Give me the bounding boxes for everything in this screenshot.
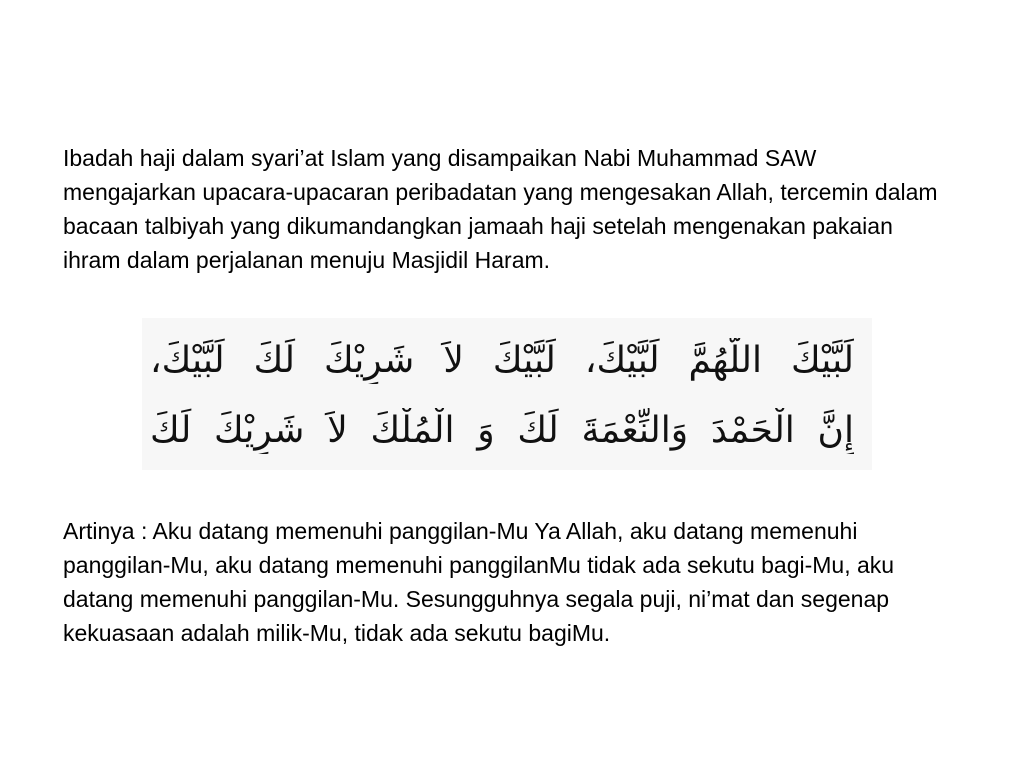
arabic-line-2: إِنَّ الْحَمْدَ وَالنِّعْمَةَ لَكَ وَ الْمُلْكَ لاَ شَرِيْكَ لَكَ xyxy=(150,410,854,451)
arabic-line-1: لَبَّيْكَ اللَّهُمَّ لَبَّيْكَ، لَبَّيْكَ لاَ شَرِيْكَ لَكَ لَبَّيْكَ، xyxy=(150,340,854,381)
intro-paragraph: Ibadah haji dalam syari’at Islam yang disampaikan Nabi Muhammad SAW mengajarkan upacara-upacaran peribadatan yang mengesakan Allah, tercemin dalam bacaan talbiyah yang dikumandangkan jamaah haji setelah mengenakan pakaian ihram dalam perjalanan menuju Masjidil Haram. xyxy=(63,145,938,273)
talbiyah-arabic-image xyxy=(142,318,872,470)
translation-paragraph: Artinya : Aku datang memenuhi panggilan-Mu Ya Allah, aku datang memenuhi panggilan-Mu, aku datang memenuhi panggilanMu tidak ada sekutu bagi-Mu, aku datang memenuhi panggilan-Mu. Sesungguhnya segala puji, ni’mat dan segenap kekuasaan adalah milik-Mu, tidak ada sekutu bagiMu. xyxy=(63,518,895,646)
